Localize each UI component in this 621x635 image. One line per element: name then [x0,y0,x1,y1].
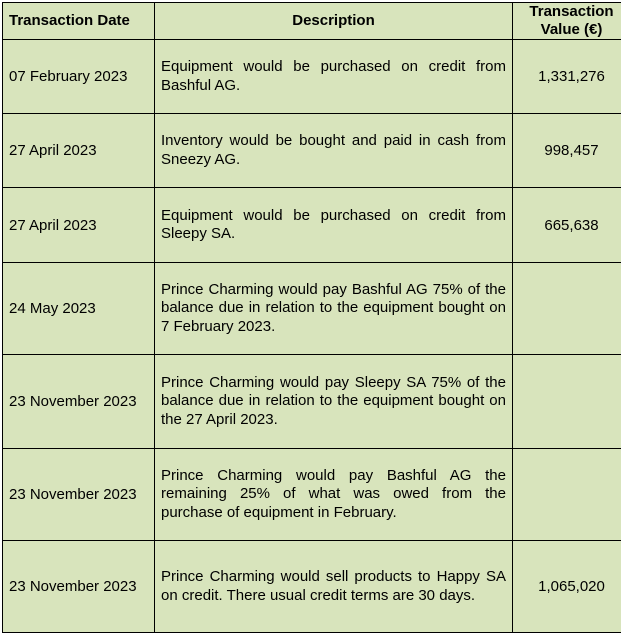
table-row [3,263,621,355]
table-row [3,541,621,633]
row-value: 665,638 [513,188,621,263]
row-value: 1,065,020 [513,541,621,633]
header-transaction-value: Transaction Value (€) [513,3,621,40]
row-date: 23 November 2023 [3,541,155,633]
table-row [3,114,621,188]
row-date: 27 April 2023 [3,114,155,188]
row-date: 23 November 2023 [3,355,155,449]
row-description: Equipment would be purchased on credit from Bashful AG. [155,40,513,114]
row-description: Inventory would be bought and paid in cash from Sneezy AG. [155,114,513,188]
row-description: Equipment would be purchased on credit from Sleepy SA. [155,188,513,263]
row-date: 07 February 2023 [3,40,155,114]
table-row [3,188,621,263]
table-row [3,40,621,114]
table-row [3,449,621,541]
table-header-row [3,3,621,40]
row-date: 27 April 2023 [3,188,155,263]
row-value: 1,331,276 [513,40,621,114]
row-date: 24 May 2023 [3,263,155,355]
row-description: Prince Charming would sell products to Happy SA on credit. There usual credit terms are 30 days. [155,541,513,633]
row-value [513,263,621,355]
row-description: Prince Charming would pay Bashful AG 75% of the balance due in relation to the equipment bought on 7 February 2023. [155,263,513,355]
row-value [513,355,621,449]
table-row [3,355,621,449]
row-value [513,449,621,541]
row-date: 23 November 2023 [3,449,155,541]
row-description: Prince Charming would pay Sleepy SA 75% of the balance due in relation to the equipment bought on the 27 April 2023. [155,355,513,449]
row-description: Prince Charming would pay Bashful AG the remaining 25% of what was owed from the purchase of equipment in February. [155,449,513,541]
header-transaction-date: Transaction Date [3,3,155,40]
transactions-table [2,2,621,633]
row-value: 998,457 [513,114,621,188]
header-description: Description [155,3,513,40]
